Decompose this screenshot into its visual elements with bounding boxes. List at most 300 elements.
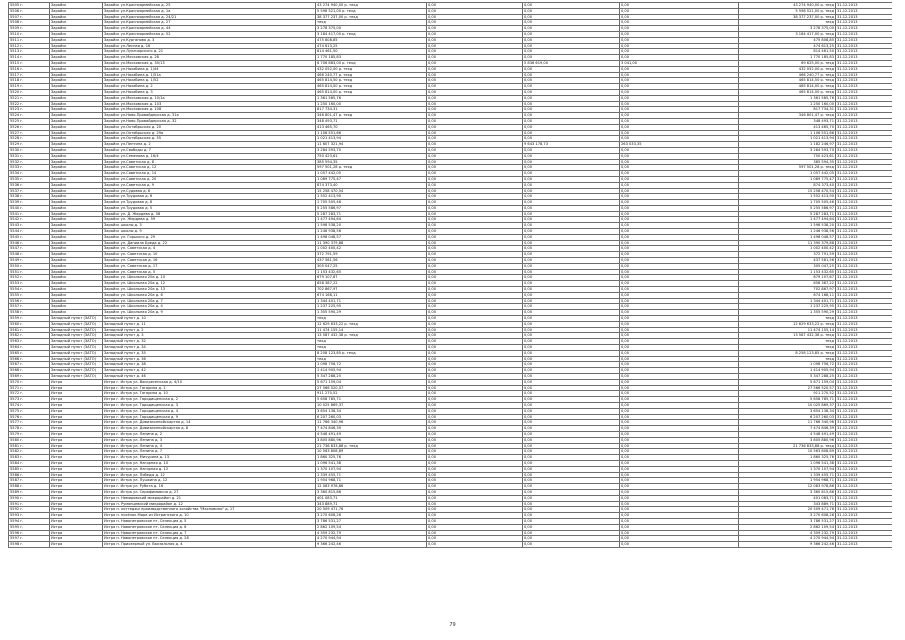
- table-cell: 3 270 608,26: [739, 513, 836, 519]
- table-cell: 31.12.2013: [836, 147, 893, 153]
- table-cell: 0,00: [427, 95, 523, 101]
- table-cell: 3 654 138,34: [316, 408, 427, 414]
- table-cell: 31.12.2013: [836, 258, 893, 264]
- table-cell: 5541 г.: [9, 211, 50, 217]
- table-cell: 5560 г.: [9, 321, 50, 327]
- table-cell: 0,00: [523, 211, 620, 217]
- table-cell: 0,00: [523, 339, 620, 345]
- table-cell: Истра г. Истра ул. Ленина д. 7: [103, 449, 316, 455]
- table-cell: 31.12.2013: [836, 316, 893, 322]
- table-cell: 31.12.2013: [836, 37, 893, 43]
- table-cell: 0,00: [620, 130, 739, 136]
- table-cell: Зарайск ул. Школьная 20а д. 6: [103, 292, 316, 298]
- table-cell: Западный пункт д. 36: [103, 356, 316, 362]
- table-cell: 11 607 321,94: [316, 142, 427, 148]
- table-cell: Истра: [50, 518, 103, 524]
- table-cell: Западный пункт (ЗАТО): [50, 368, 103, 374]
- table-cell: 6 207 260,03: [316, 414, 427, 420]
- table-cell: Истра: [50, 507, 103, 513]
- table-cell: 5550 г.: [9, 263, 50, 269]
- table-cell: 1 057 442,05: [739, 171, 836, 177]
- table-cell: 0,00: [427, 443, 523, 449]
- table-cell: 0,00: [620, 443, 739, 449]
- table-cell: 21 736 833,88 р. техд: [316, 443, 427, 449]
- table-cell: 5555 г.: [9, 292, 50, 298]
- table-cell: Зарайск ул.Советская д. 9: [103, 182, 316, 188]
- table-cell: 475 808,85: [739, 37, 836, 43]
- table-cell: Зарайск ул.Свободы д. 7: [103, 147, 316, 153]
- table-cell: 1 598 538,20: [739, 223, 836, 229]
- table-cell: 465 814,00 р. техд: [316, 89, 427, 95]
- table-cell: 0,00: [523, 66, 620, 72]
- table-cell: 0,00: [620, 489, 739, 495]
- table-cell: 31.12.2013: [836, 513, 893, 519]
- table-cell: 0,00: [620, 426, 739, 432]
- table-cell: 31.12.2013: [836, 95, 893, 101]
- table-cell: 0,00: [427, 60, 523, 66]
- table-cell: 0,00: [523, 37, 620, 43]
- table-cell: Истра: [50, 426, 103, 432]
- table-cell: 346 801,47 р. техд: [739, 113, 836, 119]
- table-cell: 0,00: [620, 327, 739, 333]
- table-cell: 1 860 325,76: [316, 455, 427, 461]
- table-cell: 0,00: [523, 489, 620, 495]
- table-cell: 3 805 880,96: [739, 437, 836, 443]
- table-cell: 0,00: [620, 518, 739, 524]
- table-cell: 5598 г.: [9, 542, 50, 548]
- table-cell: 0,00: [620, 229, 739, 235]
- table-cell: 0,00: [427, 455, 523, 461]
- table-cell: 9 366 242,46: [739, 542, 836, 548]
- table-cell: 0,00: [620, 495, 739, 501]
- table-cell: 5 255 586,97: [739, 205, 836, 211]
- table-cell: Зарайск: [50, 269, 103, 275]
- table-cell: 348 493,71: [739, 118, 836, 124]
- table-cell: 31.12.2013: [836, 524, 893, 530]
- table-cell: 31.12.2013: [836, 391, 893, 397]
- table-cell: 31.12.2013: [836, 362, 893, 368]
- table-cell: 5 671 159,04: [739, 379, 836, 385]
- table-cell: Зарайск: [50, 14, 103, 20]
- table-cell: 0,00: [620, 223, 739, 229]
- table-cell: 679 107,67: [739, 275, 836, 281]
- table-cell: Зарайск: [50, 159, 103, 165]
- table-cell: 0,00: [427, 327, 523, 333]
- table-cell: 1 370 107,94: [739, 466, 836, 472]
- table-cell: 11 766 340,96: [316, 420, 427, 426]
- table-cell: 1 089 775,47: [316, 176, 427, 182]
- table-cell: Истра г. Истра ул. Дивизионнойскартая д. 14: [103, 420, 316, 426]
- table-cell: 20 509 471,76: [316, 507, 427, 513]
- table-cell: 1 089 775,47: [739, 176, 836, 182]
- table-cell: 31.12.2013: [836, 356, 893, 362]
- table-cell: 0,00: [523, 31, 620, 37]
- table-cell: 31.12.2013: [836, 536, 893, 542]
- table-cell: Истра: [50, 397, 103, 403]
- table-cell: 31.12.2013: [836, 292, 893, 298]
- table-cell: 31.12.2013: [836, 20, 893, 26]
- table-cell: 0,00: [523, 217, 620, 223]
- table-cell: 31.12.2013: [836, 449, 893, 455]
- table-cell: 5525 г.: [9, 118, 50, 124]
- table-cell: 5539 г.: [9, 200, 50, 206]
- table-cell: Зарайск: [50, 263, 103, 269]
- table-cell: 31.12.2013: [836, 55, 893, 61]
- table-cell: 31.12.2013: [836, 287, 893, 293]
- table-cell: 0,00: [427, 26, 523, 32]
- table-cell: 0,00: [523, 495, 620, 501]
- table-cell: 1 002 400,42: [739, 246, 836, 252]
- table-cell: 0,00: [523, 316, 620, 322]
- table-cell: 1 552 413,90: [316, 194, 427, 200]
- table-cell: 31.12.2013: [836, 310, 893, 316]
- table-cell: Западный пункт д. 11: [103, 321, 316, 327]
- table-cell: Зарайск ул.Московская д. 108: [103, 107, 316, 113]
- table-cell: Зарайск: [50, 72, 103, 78]
- table-cell: 31.12.2013: [836, 84, 893, 90]
- table-cell: 0,00: [523, 287, 620, 293]
- table-cell: 5528 г.: [9, 136, 50, 142]
- table-cell: 3 184 417,00 р. техд: [316, 31, 427, 37]
- table-cell: 0,00: [620, 118, 739, 124]
- table-cell: Зарайск: [50, 43, 103, 49]
- table-cell: техд: [316, 20, 427, 26]
- table-cell: 2 862 109,54: [316, 524, 427, 530]
- table-cell: 5523 г.: [9, 107, 50, 113]
- table-cell: 1 498 048,57: [316, 234, 427, 240]
- table-cell: 1 057 442,05: [316, 171, 427, 177]
- table-cell: техд: [739, 316, 836, 322]
- table-cell: 31.12.2013: [836, 420, 893, 426]
- table-cell: 817 734,31: [739, 107, 836, 113]
- table-cell: 1 344 401,71: [316, 298, 427, 304]
- table-cell: 0,00: [427, 542, 523, 548]
- table-cell: 31.12.2013: [836, 72, 893, 78]
- table-cell: 5592 г.: [9, 507, 50, 513]
- table-cell: 0,00: [523, 263, 620, 269]
- table-cell: 0,00: [620, 182, 739, 188]
- table-cell: 0,00: [620, 530, 739, 536]
- table-cell: 0,00: [620, 66, 739, 72]
- table-cell: 0,00: [427, 304, 523, 310]
- table-cell: Истра: [50, 408, 103, 414]
- table-cell: Зарайск: [50, 234, 103, 240]
- table-cell: техд: [739, 345, 836, 351]
- table-cell: 702 867,97: [316, 287, 427, 293]
- table-cell: 0,00: [620, 449, 739, 455]
- table-cell: 0,00: [523, 513, 620, 519]
- table-cell: 5576 г.: [9, 414, 50, 420]
- table-cell: 4 270 944,94: [316, 536, 427, 542]
- table-cell: 0,00: [427, 385, 523, 391]
- table-cell: 3 360 815,86: [316, 489, 427, 495]
- table-cell: 305 047,25: [316, 263, 427, 269]
- table-cell: Зарайск: [50, 275, 103, 281]
- table-cell: 5526 г.: [9, 124, 50, 130]
- table-cell: 12 629 633,22 р. техд: [316, 321, 427, 327]
- table-cell: 5596 г.: [9, 530, 50, 536]
- table-cell: 0,00: [620, 292, 739, 298]
- table-cell: Истра г. Истра ул. Нагорная д. 12: [103, 466, 316, 472]
- table-cell: 1 098 756,72: [739, 362, 836, 368]
- table-cell: Истра г. Истра ул. Дивизионнойскартая д. 8: [103, 426, 316, 432]
- table-cell: 413 465,70: [316, 124, 427, 130]
- table-cell: 5514 г.: [9, 55, 50, 61]
- table-cell: Зарайск ул. Горького д. 29: [103, 234, 316, 240]
- table-cell: 31.12.2013: [836, 165, 893, 171]
- table-cell: Истра: [50, 402, 103, 408]
- table-cell: 5575 г.: [9, 408, 50, 414]
- table-cell: 0,00: [427, 501, 523, 507]
- table-cell: 31.12.2013: [836, 269, 893, 275]
- table-cell: 0,00: [523, 107, 620, 113]
- table-cell: 0,00: [523, 101, 620, 107]
- table-cell: 0,00: [620, 153, 739, 159]
- table-cell: 31.12.2013: [836, 518, 893, 524]
- table-cell: 5582 г.: [9, 449, 50, 455]
- table-cell: 0,00: [523, 292, 620, 298]
- table-cell: 474 613,25: [739, 43, 836, 49]
- table-cell: 0,00: [620, 287, 739, 293]
- table-cell: 5563 г.: [9, 339, 50, 345]
- table-cell: Зарайск: [50, 176, 103, 182]
- table-cell: 466 240,77 р. техд: [739, 72, 836, 78]
- table-cell: 658 387,22: [316, 281, 427, 287]
- table-cell: 5512 г.: [9, 43, 50, 49]
- table-cell: 5569 г.: [9, 374, 50, 380]
- table-cell: 0,00: [620, 316, 739, 322]
- table-cell: Истра: [50, 443, 103, 449]
- table-cell: Зарайск: [50, 113, 103, 119]
- table-cell: 0,00: [620, 252, 739, 258]
- table-cell: 5556 г.: [9, 298, 50, 304]
- table-cell: 10 025 869,37: [316, 402, 427, 408]
- table-cell: 31.12.2013: [836, 14, 893, 20]
- table-cell: 0,00: [523, 379, 620, 385]
- table-cell: Зарайск ул.Советская д. 12: [103, 165, 316, 171]
- table-cell: Истра п. Приозерный ул. Вокзальная д. 4: [103, 542, 316, 548]
- table-cell: 0,00: [620, 107, 739, 113]
- table-cell: 0,00: [427, 281, 523, 287]
- table-cell: 13 587 432,38 р. техд: [316, 333, 427, 339]
- table-cell: 31.12.2013: [836, 402, 893, 408]
- table-cell: 0,00: [427, 3, 523, 9]
- table-cell: 31.12.2013: [836, 118, 893, 124]
- table-cell: Истра: [50, 385, 103, 391]
- table-cell: 31.12.2013: [836, 194, 893, 200]
- table-cell: 0,00: [427, 66, 523, 72]
- table-cell: 31.12.2013: [836, 466, 893, 472]
- table-cell: 0,00: [427, 8, 523, 14]
- table-cell: 0,00: [523, 165, 620, 171]
- table-cell: Истра: [50, 431, 103, 437]
- table-cell: 31.12.2013: [836, 3, 893, 9]
- table-cell: 5570 г.: [9, 379, 50, 385]
- table-cell: 3 786 531,27: [739, 518, 836, 524]
- table-cell: Западный пункт д. 34: [103, 345, 316, 351]
- table-cell: 0,00: [427, 130, 523, 136]
- table-cell: 4 548 491,49: [316, 431, 427, 437]
- table-cell: 5552 г.: [9, 275, 50, 281]
- table-cell: 31.12.2013: [836, 66, 893, 72]
- table-cell: Зарайск: [50, 153, 103, 159]
- table-cell: 5516 г.: [9, 66, 50, 72]
- table-cell: Истра: [50, 472, 103, 478]
- table-cell: 31.12.2013: [836, 426, 893, 432]
- table-cell: 0,00: [427, 142, 523, 148]
- table-cell: 12 629 633,22 р. техд: [739, 321, 836, 327]
- table-cell: 597 501,28 р. техд: [739, 165, 836, 171]
- table-cell: 5520 г.: [9, 89, 50, 95]
- table-cell: 437 581,56: [739, 258, 836, 264]
- table-cell: 31.12.2013: [836, 113, 893, 119]
- table-cell: техд: [316, 345, 427, 351]
- table-cell: 5590 г.: [9, 495, 50, 501]
- table-cell: 0,00: [620, 333, 739, 339]
- table-cell: 31.12.2013: [836, 171, 893, 177]
- table-cell: 31.12.2013: [836, 321, 893, 327]
- table-cell: 3 041,00: [620, 60, 739, 66]
- table-cell: Истра: [50, 501, 103, 507]
- table-cell: 1 361 585,76: [739, 95, 836, 101]
- table-cell: 0,00: [427, 513, 523, 519]
- table-cell: Зарайск ул.Советская д. 20: [103, 176, 316, 182]
- table-cell: 0,00: [523, 269, 620, 275]
- table-cell: Зарайск ул.Советская д. 8: [103, 159, 316, 165]
- table-cell: 5 671 159,04: [316, 379, 427, 385]
- table-cell: 10 563 808,89: [739, 449, 836, 455]
- table-cell: 5544 г.: [9, 229, 50, 235]
- table-cell: 1 246 938,56: [739, 229, 836, 235]
- table-cell: 1 339 455,71: [739, 472, 836, 478]
- table-cell: 31.12.2013: [836, 379, 893, 385]
- table-cell: Зарайск ул.Красноармейская д. 25: [103, 3, 316, 9]
- table-cell: техд: [739, 356, 836, 362]
- table-cell: 0,00: [523, 194, 620, 200]
- table-cell: 31.12.2013: [836, 223, 893, 229]
- table-cell: 0,00: [523, 182, 620, 188]
- table-cell: 401 083,71: [739, 495, 836, 501]
- table-cell: 1 770 185,83: [739, 55, 836, 61]
- table-cell: 0,00: [523, 234, 620, 240]
- table-cell: 0,00: [620, 72, 739, 78]
- table-cell: 0,00: [523, 95, 620, 101]
- table-cell: Западный пункт д. 10: [103, 316, 316, 322]
- table-cell: Зарайск: [50, 101, 103, 107]
- table-cell: 874 373,40: [739, 182, 836, 188]
- table-cell: 0,00: [523, 455, 620, 461]
- table-cell: 1 477 494,64: [316, 217, 427, 223]
- table-cell: Истра г. Истра ул. Гагарина д. 10: [103, 391, 316, 397]
- table-cell: 31.12.2013: [836, 188, 893, 194]
- table-cell: 0,00: [620, 136, 739, 142]
- table-cell: 0,00: [523, 362, 620, 368]
- table-cell: Зарайск ул.Трудовая д. 8: [103, 200, 316, 206]
- table-cell: 0,00: [620, 55, 739, 61]
- table-cell: 5577 г.: [9, 420, 50, 426]
- table-cell: 31.12.2013: [836, 408, 893, 414]
- table-cell: 0,00: [620, 437, 739, 443]
- table-cell: 0,00: [523, 223, 620, 229]
- table-cell: 0,00: [620, 211, 739, 217]
- table-cell: 372 791,59: [739, 252, 836, 258]
- table-cell: Зарайск: [50, 8, 103, 14]
- table-cell: 0,00: [620, 31, 739, 37]
- table-cell: 13 587 432,38 р. техд: [739, 333, 836, 339]
- table-cell: 0,00: [523, 333, 620, 339]
- table-cell: 4 270 944,94: [739, 536, 836, 542]
- table-cell: 5545 г.: [9, 234, 50, 240]
- table-cell: 31.12.2013: [836, 350, 893, 356]
- table-cell: Зарайск ул.Московская д. 103: [103, 101, 316, 107]
- table-cell: 465 814,50 р. техд: [739, 78, 836, 84]
- table-cell: 0,00: [620, 472, 739, 478]
- table-cell: Зарайск: [50, 304, 103, 310]
- table-cell: Истра: [50, 542, 103, 548]
- table-cell: Зарайск: [50, 3, 103, 9]
- table-cell: 1 096 541,38: [739, 460, 836, 466]
- table-cell: 5 658 785,71: [739, 397, 836, 403]
- table-cell: 31.12.2013: [836, 205, 893, 211]
- table-cell: 0,00: [427, 431, 523, 437]
- table-cell: 0,00: [523, 298, 620, 304]
- table-cell: 0,00: [523, 113, 620, 119]
- table-cell: 0,00: [523, 124, 620, 130]
- table-cell: Истра г. Истра ул. Нагорная д. 10: [103, 460, 316, 466]
- table-cell: Западный пункт д. 42: [103, 368, 316, 374]
- table-cell: 0,00: [620, 507, 739, 513]
- table-cell: 31.12.2013: [836, 345, 893, 351]
- table-cell: 0,00: [427, 507, 523, 513]
- table-cell: Западный пункт д. 35: [103, 350, 316, 356]
- table-cell: 5587 г.: [9, 478, 50, 484]
- table-cell: 31.12.2013: [836, 234, 893, 240]
- table-cell: Истра: [50, 489, 103, 495]
- table-cell: 0,00: [427, 420, 523, 426]
- table-cell: 31.12.2013: [836, 431, 893, 437]
- table-cell: 0,00: [427, 437, 523, 443]
- table-cell: 5585 г.: [9, 466, 50, 472]
- table-cell: 0,00: [523, 472, 620, 478]
- table-cell: 0,00: [620, 374, 739, 380]
- table-cell: Истра г. Истра ул. Городищенская д. 2: [103, 397, 316, 403]
- table-cell: 0,00: [427, 205, 523, 211]
- table-cell: Зарайск ул.Нахабина д. 1/44: [103, 66, 316, 72]
- table-cell: Зарайск ул. Даниила Бреда д. 22: [103, 240, 316, 246]
- table-cell: 0,00: [427, 20, 523, 26]
- table-cell: 0,00: [620, 431, 739, 437]
- table-cell: Зарайск ул.Луначарского д. 21: [103, 49, 316, 55]
- table-cell: 31.12.2013: [836, 414, 893, 420]
- table-cell: 0,00: [427, 136, 523, 142]
- table-cell: Зарайск: [50, 55, 103, 61]
- table-cell: Западный пункт (ЗАТО): [50, 374, 103, 380]
- table-cell: 0,00: [523, 466, 620, 472]
- table-cell: 0,00: [427, 402, 523, 408]
- table-cell: 1 002 400,42: [316, 246, 427, 252]
- table-cell: 0,00: [427, 107, 523, 113]
- table-cell: 20 509 471,76: [739, 507, 836, 513]
- table-cell: 5543 г.: [9, 223, 50, 229]
- table-cell: Зарайск: [50, 194, 103, 200]
- table-cell: Зарайск: [50, 310, 103, 316]
- table-cell: Истра: [50, 495, 103, 501]
- table-cell: 0,00: [427, 263, 523, 269]
- table-cell: 31.12.2013: [836, 31, 893, 37]
- table-cell: 5508 г.: [9, 20, 50, 26]
- table-cell: 674 168,11: [316, 292, 427, 298]
- table-cell: 5557 г.: [9, 304, 50, 310]
